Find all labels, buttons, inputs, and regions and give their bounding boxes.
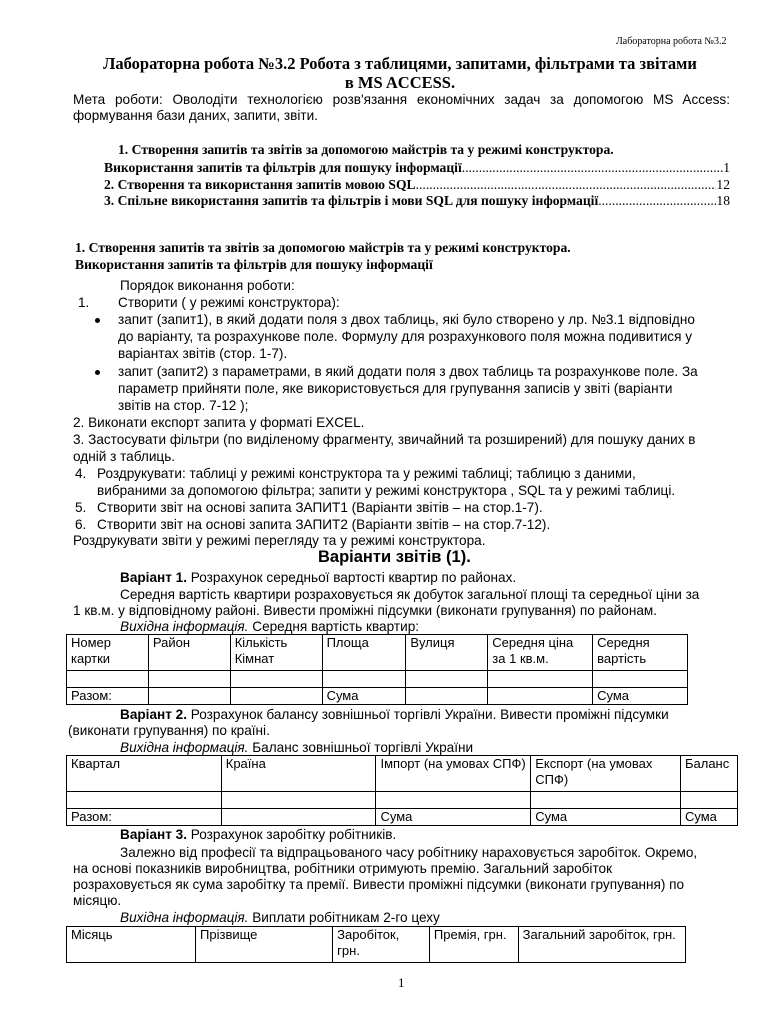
variant-1-input-label: Вихідна інформація. bbox=[120, 619, 249, 634]
table-header-cell: Вулиця bbox=[406, 635, 488, 671]
bullet-2-line1: запит (запит2) з параметрами, в який додати поля з двох таблиць та розрахункове поле. За bbox=[118, 364, 698, 379]
section-heading-line2: Використання запитів та фільтрів для пошуку інформації bbox=[75, 257, 433, 272]
procedure-item-4-line2: вибраними за допомогою фільтра; запити у режимі конструктора , SQL та у режимі таблиці. bbox=[97, 483, 676, 498]
document-title-line2: в MS ACCESS. bbox=[344, 73, 456, 92]
variant-1-desc-line2: 1 кв.м. у відповідному районі. Вивести проміжні підсумки (виконати групування) по районам. bbox=[73, 603, 658, 618]
variant-2-text-line2: (виконати групування) по країні. bbox=[68, 723, 270, 738]
procedure-item-5: Створити звіт на основі запита ЗАПИТ1 (Варіанти звітів – на стор.1-7). bbox=[97, 500, 543, 515]
procedure-item-3-line1: 3. Застосувати фільтри (по виділеному фрагменту, звичайний та розширений) для пошуку даних в bbox=[73, 432, 696, 447]
toc-item-2[interactable] bbox=[104, 177, 730, 193]
table-header-cell: Загальний заробіток, грн. bbox=[518, 927, 685, 963]
table-row bbox=[67, 671, 688, 688]
bullet-1-line2: до варіанту, та розрахункове поле. Формулу для розрахункового поля можна подивитися у bbox=[118, 329, 693, 344]
procedure-title: Порядок виконання роботи: bbox=[120, 278, 295, 293]
procedure-item-4-number: 4. bbox=[75, 466, 87, 481]
variant-2-table bbox=[66, 755, 738, 826]
table-cell: Разом: bbox=[67, 809, 222, 826]
toc-leader bbox=[462, 160, 723, 176]
variant-3-input-text: Виплати робітникам 2-го цеху bbox=[248, 910, 440, 925]
bullet-1-line1: запит (запит1), в який додати поля з двох таблиць, які було створено у лр. №3.1 відповідно bbox=[118, 312, 695, 327]
toc-item-1-page: 1 bbox=[723, 160, 730, 175]
toc-item-3-page: 18 bbox=[716, 193, 730, 208]
table-header-cell: Премія, грн. bbox=[429, 927, 518, 963]
table-cell bbox=[406, 688, 488, 705]
procedure-item-5-number: 5. bbox=[75, 500, 87, 515]
document-title-line1: Лабораторна робота №3.2 Робота з таблицями, запитами, фільтрами та звітами bbox=[103, 54, 697, 73]
variant-1-line bbox=[120, 570, 516, 586]
variant-3-desc-line4: місяцю. bbox=[73, 893, 122, 908]
table-cell: Сума bbox=[531, 809, 681, 826]
variant-1-desc-line1: Середня вартість квартири розраховується як добуток загальної площі та середньої ціни за bbox=[120, 587, 700, 602]
page-number: 1 bbox=[398, 975, 405, 990]
table-header-row bbox=[67, 927, 686, 963]
toc-item-2-page: 12 bbox=[716, 177, 730, 192]
toc-leader bbox=[416, 177, 717, 193]
table-header-cell: Імпорт (на умовах СПФ) bbox=[376, 756, 531, 792]
table-header-cell: Баланс bbox=[680, 756, 737, 792]
variant-3-input-line bbox=[120, 910, 440, 926]
variant-1-table bbox=[66, 634, 688, 705]
variant-3-text: Розрахунок заробітку робітників. bbox=[187, 827, 397, 842]
table-header-cell: Район bbox=[148, 635, 230, 671]
variant-3-line bbox=[120, 827, 396, 843]
toc-item-1[interactable] bbox=[104, 160, 730, 176]
table-cell: Сума bbox=[593, 688, 688, 705]
table-cell bbox=[488, 688, 593, 705]
procedure-item-1-number: 1. bbox=[78, 295, 90, 310]
table-header-cell: Кількість Кімнат bbox=[230, 635, 322, 671]
table-header-cell: Середня вартість bbox=[593, 635, 688, 671]
variant-2-text: Розрахунок балансу зовнішньої торгівлі України. Вивести проміжні підсумки bbox=[187, 707, 669, 722]
procedure-item-3-line2: одній з таблиць. bbox=[73, 449, 176, 464]
toc-item-3-label: 3. Спільне використання запитів та фільтрів і мови SQL для пошуку інформації bbox=[104, 193, 599, 208]
variant-3-label: Варіант 3. bbox=[120, 827, 187, 842]
table-cell bbox=[230, 688, 322, 705]
bullet-2-line3: звітів на стор. 7-12 ); bbox=[118, 398, 249, 413]
table-header-cell: Експорт (на умовах СПФ) bbox=[531, 756, 681, 792]
variant-2-input-line bbox=[120, 740, 473, 756]
table-cell: Сума bbox=[376, 809, 531, 826]
table-header-row bbox=[67, 635, 688, 671]
procedure-item-4-line1: Роздрукувати: таблиці у режимі конструктора та у режимі таблиці; таблицю з даними, bbox=[97, 466, 636, 481]
bullet-1-line3: варіантах звітів (стор. 1-7). bbox=[118, 346, 288, 361]
running-header: Лабораторна робота №3.2 bbox=[616, 36, 727, 47]
variant-3-desc-line1: Залежно від професії та відпрацьованого часу робітнику нараховується заробіток. Окремо, bbox=[120, 845, 698, 860]
table-header-cell: Прізвище bbox=[196, 927, 333, 963]
table-header-cell: Середня ціна за 1 кв.м. bbox=[488, 635, 593, 671]
variant-3-table bbox=[66, 926, 686, 963]
table-header-cell: Країна bbox=[221, 756, 376, 792]
table-cell bbox=[148, 688, 230, 705]
procedure-item-1: Створити ( у режимі конструктора): bbox=[118, 295, 340, 310]
bullet-2-line2: параметр прийняти поле, яке використовується для групування записів у звіті (варіанти bbox=[118, 381, 673, 396]
table-cell: Сума bbox=[680, 809, 737, 826]
table-total-row bbox=[67, 809, 738, 826]
table-header-cell: Квартал bbox=[67, 756, 222, 792]
variant-2-line bbox=[120, 707, 669, 723]
variant-1-text: Розрахунок середньої вартості квартир по районах. bbox=[187, 570, 517, 585]
goal-paragraph: Мета роботи: Оволодіти технологією розв'язання економічних задач за допомогою MS Access: формування бази даних, запити, звіти. bbox=[73, 92, 730, 123]
table-header-cell: Місяць bbox=[67, 927, 196, 963]
table-cell: Разом: bbox=[67, 688, 149, 705]
table-header-cell: Заробіток, грн. bbox=[333, 927, 430, 963]
variant-1-input-text: Середня вартість квартир: bbox=[248, 619, 420, 634]
procedure-final-line: Роздрукувати звіти у режимі перегляду та у режимі конструктора. bbox=[73, 533, 486, 548]
variant-2-input-label: Вихідна інформація. bbox=[120, 740, 249, 755]
variant-3-desc-line3: розраховується як сума заробітку та премії. Вивести проміжні підсумки (виконати групування) по bbox=[73, 877, 685, 892]
table-row bbox=[67, 792, 738, 809]
toc-leader bbox=[598, 193, 716, 209]
toc-item-2-label: 2. Створення та використання запитів мовою SQL bbox=[104, 177, 416, 192]
procedure-item-2: 2. Виконати експорт запита у форматі EXCEL. bbox=[73, 415, 365, 430]
variant-2-input-text: Баланс зовнішньої торгівлі України bbox=[248, 740, 474, 755]
toc-item-1-line1: 1. Створення запитів та звітів за допомогою майстрів та у режимі конструктора. bbox=[118, 142, 614, 157]
variant-1-label: Варіант 1. bbox=[120, 570, 187, 585]
table-total-row bbox=[67, 688, 688, 705]
table-cell: Сума bbox=[322, 688, 406, 705]
table-header-row bbox=[67, 756, 738, 792]
table-cell bbox=[221, 809, 376, 826]
section-heading-line1: 1. Створення запитів та звітів за допомогою майстрів та у режимі конструктора. bbox=[75, 240, 571, 255]
toc-item-3[interactable] bbox=[104, 193, 730, 209]
variant-3-input-label: Вихідна інформація. bbox=[120, 910, 249, 925]
toc-item-1-label: Використання запитів та фільтрів для пошуку інформації bbox=[104, 160, 462, 175]
bullet-icon bbox=[95, 318, 100, 323]
procedure-item-6-number: 6. bbox=[75, 517, 87, 532]
variant-1-input-line bbox=[120, 619, 419, 635]
variants-heading: Варіанти звітів (1). bbox=[318, 548, 471, 566]
table-header-cell: Площа bbox=[322, 635, 406, 671]
variant-3-desc-line2: на основі показників виробництва, робітники отримують премію. Загальний заробіток bbox=[73, 861, 613, 876]
procedure-item-6: Створити звіт на основі запита ЗАПИТ2 (Варіанти звітів – на стор.7-12). bbox=[97, 517, 551, 532]
table-header-cell: Номер картки bbox=[67, 635, 149, 671]
variant-2-label: Варіант 2. bbox=[120, 707, 187, 722]
bullet-icon bbox=[95, 370, 100, 375]
